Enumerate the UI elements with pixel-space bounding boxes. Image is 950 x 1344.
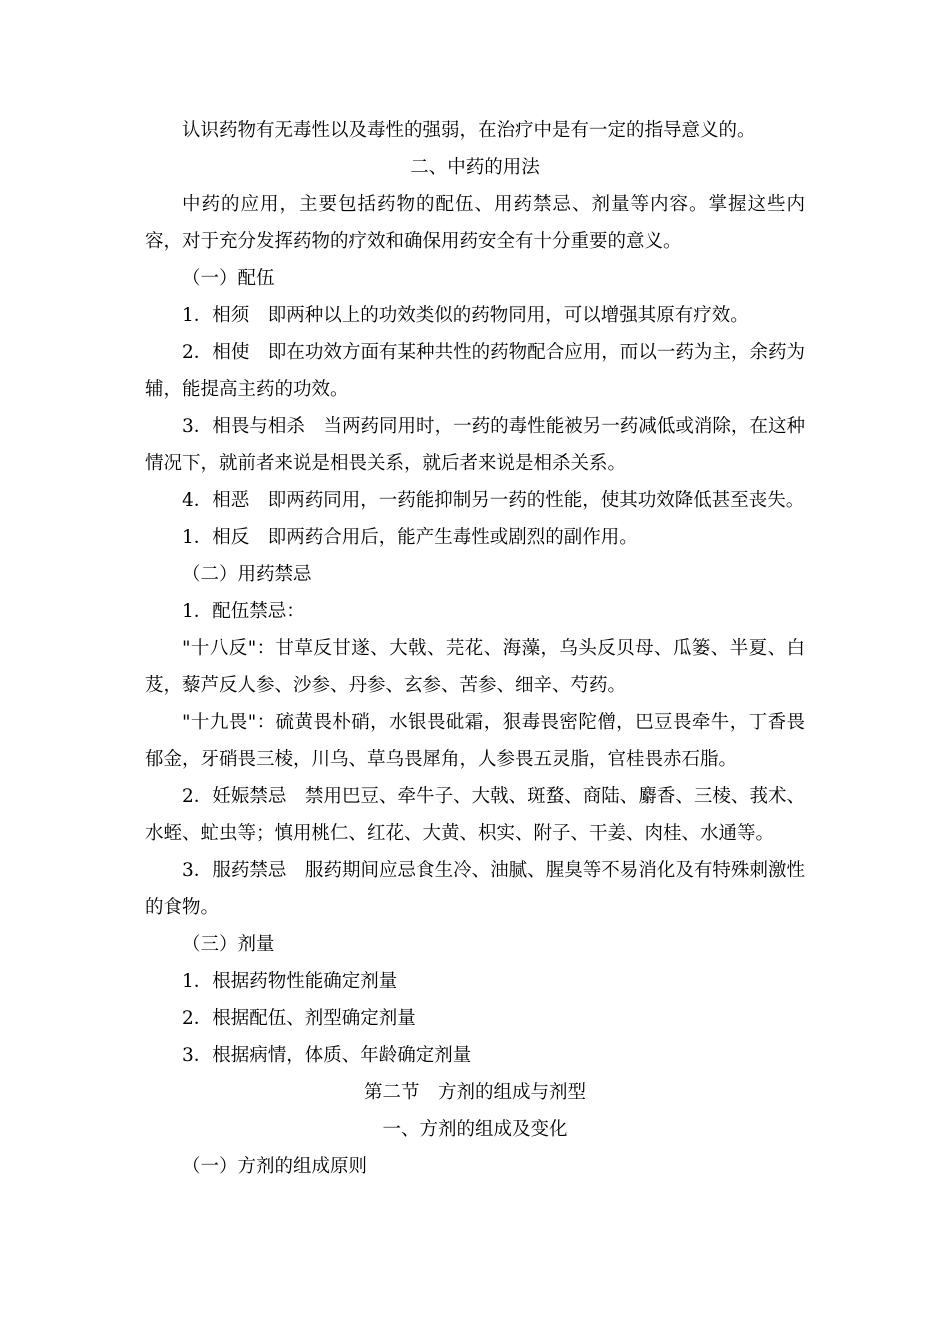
subheading-contraindications: （二）用药禁忌 (182, 564, 312, 585)
body-paragraph-eighteen-antagonisms: "十八反"：甘草反甘遂、大戟、芫花、海藻，乌头反贝母、瓜篓、半夏、白芨，藜芦反人参、沙参、丹参、玄参、苦参、细辛、芍药。 (145, 638, 805, 696)
document-page (145, 112, 805, 1185)
section-heading-usage: 二、中药的用法 (410, 157, 540, 178)
list-item-compatibility-contraindication: 1．配伍禁忌： (182, 601, 305, 622)
body-paragraph-toxicity: 认识药物有无毒性以及毒性的强弱，在治疗中是有一定的指导意义的。 (182, 120, 756, 141)
list-item-diet-contraindication: 3．服药禁忌 服药期间应忌食生冷、油腻、腥臭等不易消化及有特殊刺激性的食物。 (145, 860, 805, 918)
list-item-xiangwei-xiangsha: 3．相畏与相杀 当两药同用时，一药的毒性能被另一药减低或消除，在这种情况下，就前者来说是相畏关系，就后者来说是相杀关系。 (145, 416, 805, 474)
subheading-dosage: （三）剂量 (182, 934, 275, 955)
chapter-section-title: 第二节 方剂的组成与剂型 (363, 1082, 586, 1103)
body-paragraph-nineteen-incompatibilities: "十九畏"：硫黄畏朴硝，水银畏砒霜，狠毒畏密陀僧，巴豆畏牵牛，丁香畏郁金，牙硝畏三棱，川乌、草乌畏犀角，人参畏五灵脂，官桂畏赤石脂。 (145, 712, 805, 770)
list-item-xiangfan: 1．相反 即两药合用后，能产生毒性或剧烈的副作用。 (182, 527, 638, 548)
subheading-composition-principles: （一）方剂的组成原则 (182, 1156, 368, 1177)
list-item-pregnancy-contraindication: 2．妊娠禁忌 禁用巴豆、牵牛子、大戟、斑蝥、商陆、麝香、三棱、莪术、水蛭、虻虫等；慎用桃仁、红花、大黄、枳实、附子、干姜、肉桂、水通等。 (145, 786, 805, 844)
list-item-xiangshi: 2．相使 即在功效方面有某种共性的药物配合应用，而以一药为主，余药为辅，能提高主药的功效。 (145, 342, 805, 400)
list-item-xiangxu: 1．相须 即两种以上的功效类似的药物同用，可以增强其原有疗效。 (182, 305, 749, 326)
list-item-xiangwu: 4．相恶 即两药同用，一药能抑制另一药的性能，使其功效降低甚至丧失。 (182, 490, 805, 511)
body-paragraph-application: 中药的应用，主要包括药物的配伍、用药禁忌、剂量等内容。掌握这些内容，对于充分发挥药物的疗效和确保用药安全有十分重要的意义。 (145, 194, 805, 252)
list-item-dosage-by-property: 1．根据药物性能确定剂量 (182, 971, 398, 992)
subheading-compatibility: （一）配伍 (182, 268, 275, 289)
list-item-dosage-by-formulation: 2．根据配伍、剂型确定剂量 (182, 1008, 416, 1029)
list-item-dosage-by-condition: 3．根据病情，体质、年龄确定剂量 (182, 1045, 472, 1066)
section-heading-composition: 一、方剂的组成及变化 (382, 1119, 568, 1140)
